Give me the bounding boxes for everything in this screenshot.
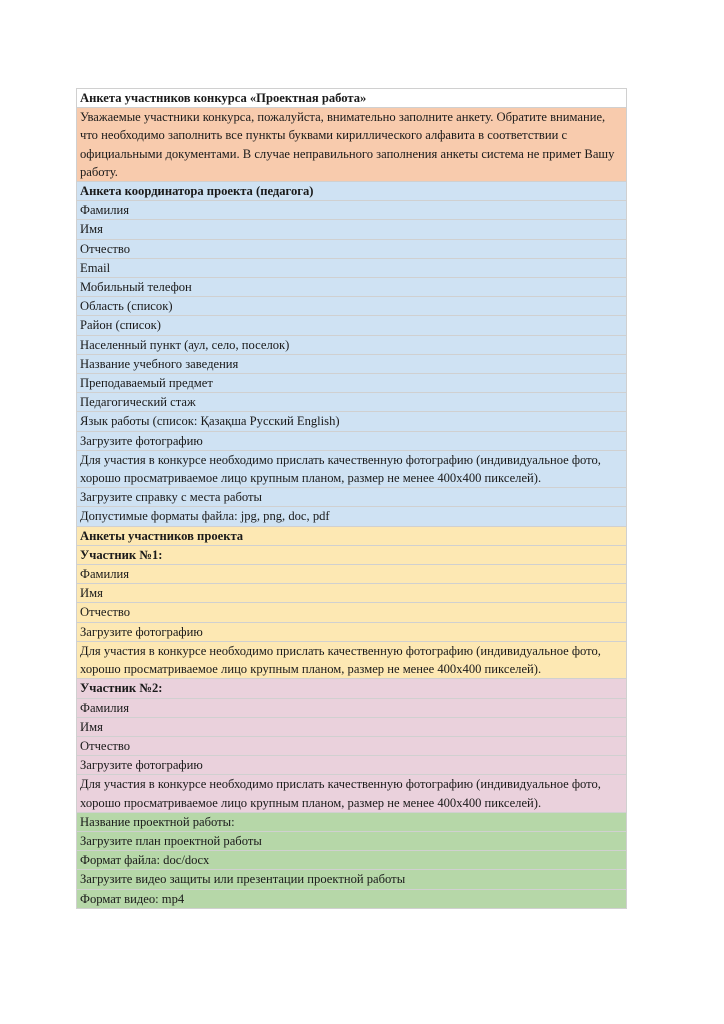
table-row [77,354,627,373]
coordinator-photo-upload[interactable]: Загрузите фотографию [77,431,627,450]
participant2-photo-note: Для участия в конкурсе необходимо прислать качественную фотографию (индивидуальное фото, хорошо просматриваемое лицо крупным планом, размер не менее 400х400 пикселей). [77,775,627,812]
table-row [77,507,627,526]
table-row [77,698,627,717]
coordinator-heading: Анкета координатора проекта (педагога) [77,182,627,201]
participant2-surname-field[interactable]: Фамилия [77,698,627,717]
table-row [77,622,627,641]
participant1-heading-row [77,545,627,564]
questionnaire-table [76,88,627,909]
table-row [77,603,627,622]
coordinator-email-field[interactable]: Email [77,258,627,277]
participants-heading-row [77,526,627,545]
table-row [77,851,627,870]
table-row [77,565,627,584]
coordinator-name-field[interactable]: Имя [77,220,627,239]
table-row [77,278,627,297]
coordinator-experience-field[interactable]: Педагогический стаж [77,393,627,412]
table-row [77,393,627,412]
table-row [77,812,627,831]
coordinator-phone-field[interactable]: Мобильный телефон [77,278,627,297]
coordinator-language-select[interactable]: Язык работы (список: Қазақша Русский English) [77,412,627,431]
participant1-heading: Участник №1: [77,545,627,564]
table-row [77,316,627,335]
project-plan-format-note: Формат файла: doc/docx [77,851,627,870]
table-row [77,584,627,603]
table-row [77,831,627,850]
coordinator-district-select[interactable]: Район (список) [77,316,627,335]
table-row [77,412,627,431]
table-row [77,870,627,889]
table-row [77,431,627,450]
table-row [77,220,627,239]
table-row [77,297,627,316]
table-row [77,889,627,908]
table-row [77,450,627,487]
coordinator-surname-field[interactable]: Фамилия [77,201,627,220]
intro-row [77,108,627,182]
participant1-photo-upload[interactable]: Загрузите фотографию [77,622,627,641]
participant2-patronymic-field[interactable]: Отчество [77,736,627,755]
project-video-format-note: Формат видео: mp4 [77,889,627,908]
table-row [77,756,627,775]
title-row [77,89,627,108]
project-title-field[interactable]: Название проектной работы: [77,812,627,831]
participant1-photo-note: Для участия в конкурсе необходимо прислать качественную фотографию (индивидуальное фото, хорошо просматриваемое лицо крупным планом, размер не менее 400х400 пикселей). [77,641,627,678]
coordinator-subject-field[interactable]: Преподаваемый предмет [77,374,627,393]
coordinator-school-field[interactable]: Название учебного заведения [77,354,627,373]
table-row [77,736,627,755]
table-row [77,775,627,812]
project-plan-upload[interactable]: Загрузите план проектной работы [77,831,627,850]
table-row [77,488,627,507]
participant2-name-field[interactable]: Имя [77,717,627,736]
coordinator-region-select[interactable]: Область (список) [77,297,627,316]
table-row [77,641,627,678]
participant2-heading-row [77,679,627,698]
coordinator-heading-row [77,182,627,201]
intro-text: Уважаемые участники конкурса, пожалуйста, внимательно заполните анкету. Обратите внимание, что необходимо заполнить все пункты буквами кириллического алфавита в соответствии с официальными документами. В случае неправильного заполнения анкеты система не примет Вашу работу. [77,108,627,182]
table-row [77,717,627,736]
coordinator-photo-note: Для участия в конкурсе необходимо прислать качественную фотографию (индивидуальное фото, хорошо просматриваемое лицо крупным планом, размер не менее 400х400 пикселей). [77,450,627,487]
coordinator-certificate-upload[interactable]: Загрузите справку с места работы [77,488,627,507]
participant1-name-field[interactable]: Имя [77,584,627,603]
participants-heading: Анкеты участников проекта [77,526,627,545]
participant2-photo-upload[interactable]: Загрузите фотографию [77,756,627,775]
participant2-heading: Участник №2: [77,679,627,698]
participant1-patronymic-field[interactable]: Отчество [77,603,627,622]
form-title: Анкета участников конкурса «Проектная работа» [77,89,627,108]
table-row [77,335,627,354]
participant1-surname-field[interactable]: Фамилия [77,565,627,584]
table-row [77,258,627,277]
project-video-upload[interactable]: Загрузите видео защиты или презентации проектной работы [77,870,627,889]
table-row [77,374,627,393]
table-row [77,201,627,220]
coordinator-locality-field[interactable]: Населенный пункт (аул, село, поселок) [77,335,627,354]
coordinator-formats-note: Допустимые форматы файла: jpg, png, doc, pdf [77,507,627,526]
table-row [77,239,627,258]
coordinator-patronymic-field[interactable]: Отчество [77,239,627,258]
